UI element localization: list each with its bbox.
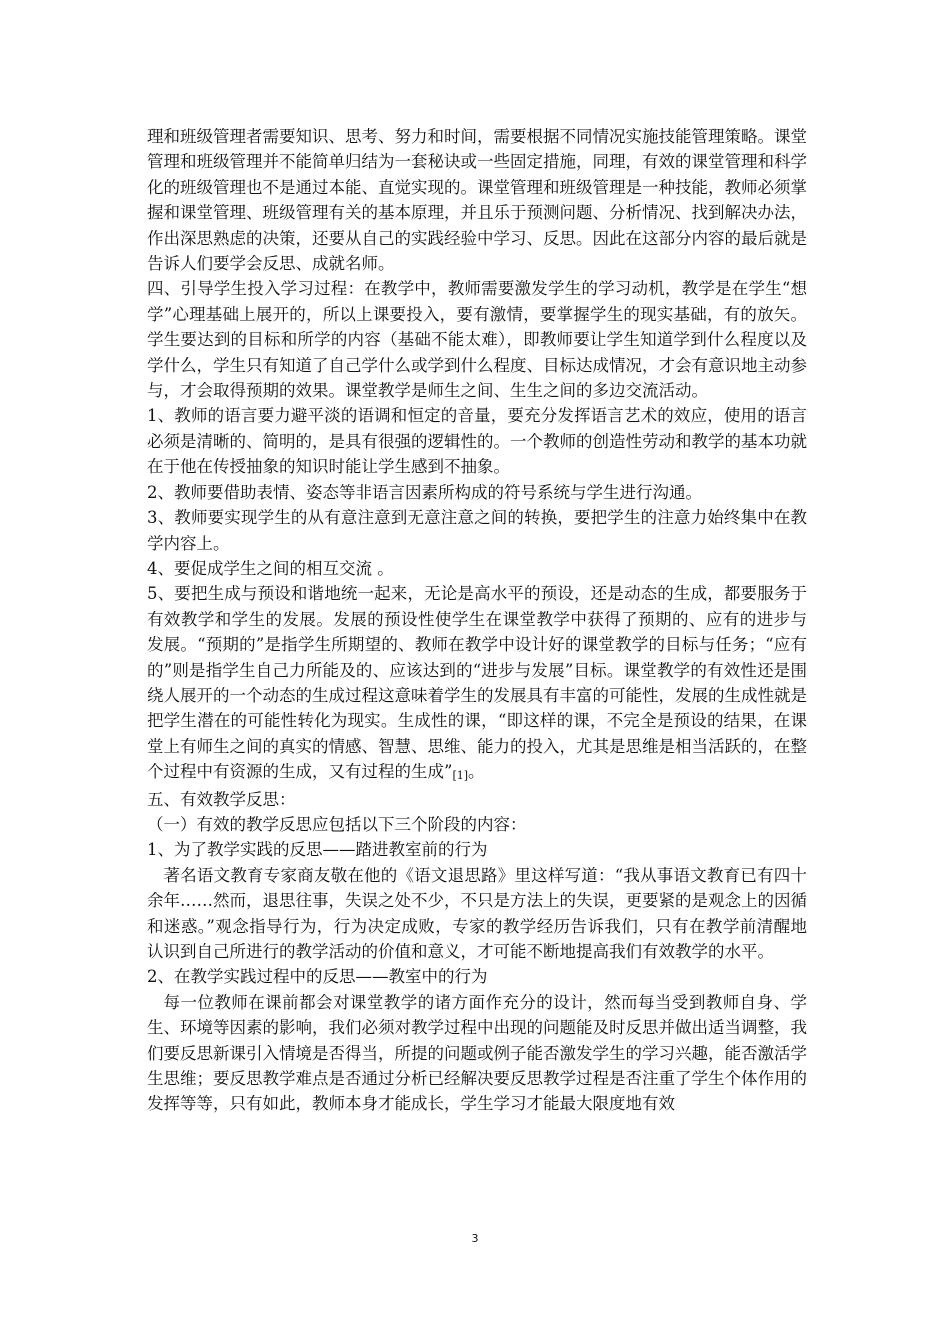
paragraph-item-5-text: 5、要把生成与预设和谐地统一起来，无论是高水平的预设，还是动态的生成，都要服务于有效教学和学生的发展。发展的预设性使学生在课堂教学中获得了预期的、应有的进步与 发展。“预期的”是指学生所期望的、教师在教学中设计好的课堂教学的目标与任务；“应有的”则是指学生自己力所能及的、应该达到的“进步与发展”目标。课堂教学的有效性还是围绕人展开的一个动态的生成过程这意味着学生的发展具有丰富的可能性，发展的生成性就是把学生潜在的可能性转化为现实。生成性的课，“即这样的课，不完全是预设的结果，在课堂上有师生之间的真实的情感、智慧、思维、能力的投入，尤其是思维是相当活跃的，在整个过程中有资源的生成，又有过程的生成” [147,584,807,782]
heading-subsection-one: （一）有效的教学反思应包括以下三个阶段的内容： [147,814,527,834]
heading-stage-2: 2、在教学实践过程中的反思——教室中的行为 [147,967,488,987]
heading-section-five: 五、有效教学反思： [147,789,296,809]
page-number: 3 [471,1232,479,1245]
paragraph-item-4: 4、要促成学生之间的相互交流 。 [147,558,394,578]
paragraph-class-management: 理和班级管理者需要知识、思考、努力和时间，需要根据不同情况实施技能管理策略。课堂管理和班级管理并不能简单归结为一套秘诀或一些固定措施，同理，有效的课堂管理和科学化的班级管理也不是通过本能、直觉实现的。课堂管理和班级管理是一种技能，教师必须掌握和课堂管理、班级管理有关的基本原理，并且乐于预测问题、分析情况、找到解决办法，作出深思熟虑的决策，还要从自己的实践经验中学习、反思。因此在这部分内容的最后就是告诉人们要学会反思、成就名师。 [147,127,807,274]
paragraph-item-3: 3、教师要实现学生的从有意注意到无意注意之间的转换，要把学生的注意力始终集中在教学内容上。 [147,508,807,553]
paragraph-stage-1: 著名语文教育专家商友敬在他的《语文退思路》里这样写道：“我从事语文教育已有四十余年……然而，退思往事，失误之处不少，不只是方法上的失误，更要紧的是观念上的因循和迷惑。”观念指导行为，行为决定成败，专家的教学经历告诉我们，只有在教学前清醒地认识到自己所进行的教学活动的价值和意义，才可能不断地提高我们有效教学的水平。 [147,865,807,961]
paragraph-item-5 [147,581,807,786]
paragraph-item-1: 1、教师的语言要力避平淡的语调和恒定的音量，要充分发挥语言艺术的效应，使用的语言必须是清晰的、简明的，是具有很强的逻辑性的。一个教师的创造性劳动和教学的基本功就在于他在传授抽象的知识时能让学生感到不抽象。 [147,406,807,477]
heading-stage-1: 1、为了教学实践的反思——踏进教室前的行为 [147,840,488,860]
page-body [147,124,807,1117]
citation-marker: [1] [452,769,469,783]
paragraph-item-2: 2、教师要借助表情、姿态等非语言因素所构成的符号系统与学生进行沟通。 [147,482,702,502]
paragraph-section-four: 四、引导学生投入学习过程：在教学中，教师需要激发学生的学习动机，教学是在学生“想学”心理基础上展开的，所以上课要投入，要有激情，要掌握学生的现实基础，有的放矢。学生要达到的目标和所学的内容（基础不能太难），即教师要让学生知道学到什么程度以及学什么，学生只有知道了自己学什么或学到什么程度、目标达成情况，才会有意识地主动参与，才会取得预期的效果。课堂教学是师生之间、生生之间的多边交流活动。 [147,279,807,401]
paragraph-stage-2: 每一位教师在课前都会对课堂教学的诸方面作充分的设计，然而每当受到教师自身、学生、环境等因素的影响，我们必须对教学过程中出现的问题能及时反思并做出适当调整，我们要反思新课引入情境是否得当，所提的问题或例子能否激发学生的学习兴趣，能否激活学生思维；要反思教学难点是否通过分析已经解决要反思教学过程是否注重了学生个体作用的发挥等等，只有如此，教师本身才能成长，学生学习才能最大限度地有效 [147,992,807,1114]
citation-tail: 。 [468,762,485,782]
